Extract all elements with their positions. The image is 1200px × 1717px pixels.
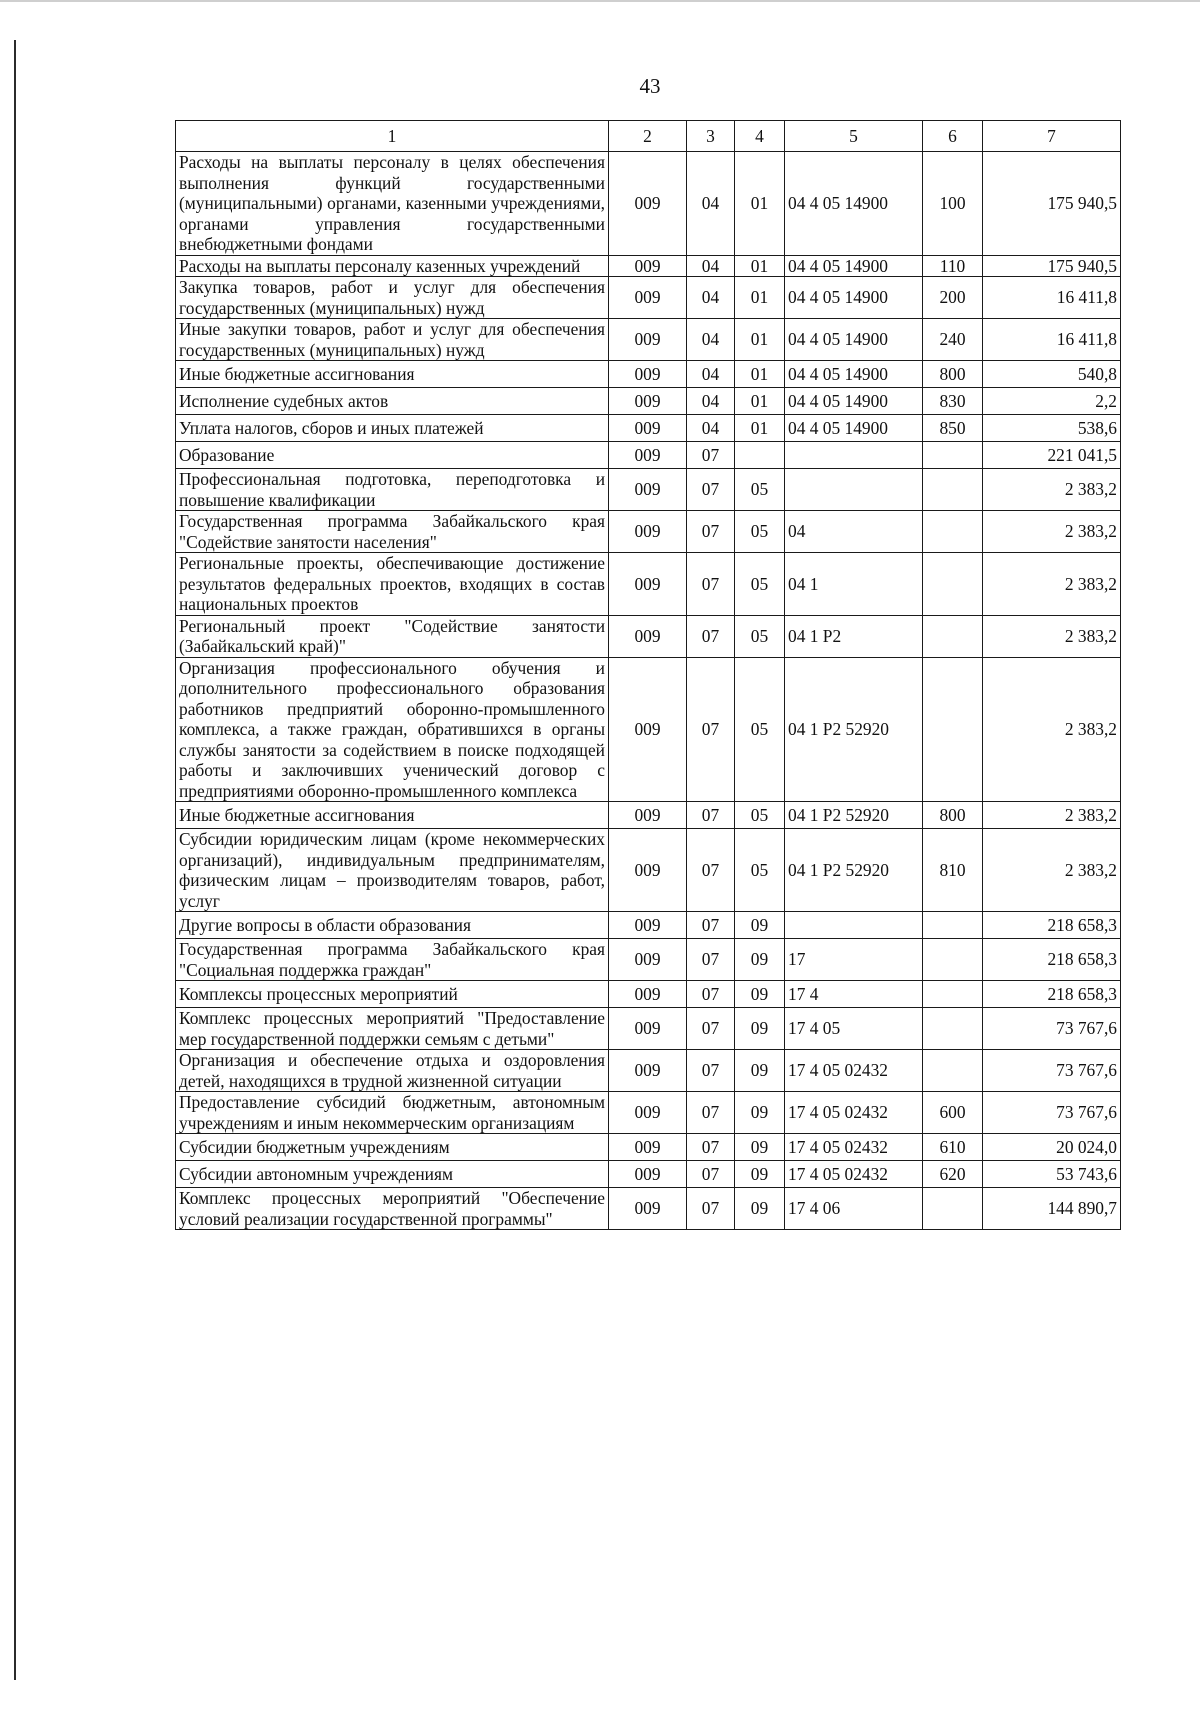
- scan-edge-left: [14, 40, 16, 1680]
- cell-section-code: 07: [687, 553, 735, 616]
- cell-target-article: 17 4 05 02432: [785, 1050, 923, 1092]
- cell-section-code: 07: [687, 511, 735, 553]
- cell-name: Государственная программа Забайкальского края "Социальная поддержка граждан": [176, 939, 609, 981]
- cell-target-article: 04 4 05 14900: [785, 277, 923, 319]
- cell-admin-code: 009: [609, 255, 687, 277]
- table-row: [176, 361, 1121, 388]
- cell-target-article: 17 4 05: [785, 1008, 923, 1050]
- cell-amount: 16 411,8: [983, 319, 1121, 361]
- cell-target-article: 04 1: [785, 553, 923, 616]
- cell-target-article: 04 4 05 14900: [785, 361, 923, 388]
- cell-subsection-code: 09: [735, 939, 785, 981]
- cell-subsection-code: [735, 442, 785, 469]
- cell-amount: 218 658,3: [983, 912, 1121, 939]
- column-header: 3: [687, 121, 735, 152]
- cell-admin-code: 009: [609, 802, 687, 829]
- cell-amount: 2 383,2: [983, 802, 1121, 829]
- cell-amount: 2 383,2: [983, 615, 1121, 657]
- cell-target-article: 17 4 05 02432: [785, 1161, 923, 1188]
- cell-name: Организация и обеспечение отдыха и оздоровления детей, находящихся в трудной жизненной ситуации: [176, 1050, 609, 1092]
- cell-section-code: 07: [687, 1161, 735, 1188]
- cell-target-article: 17: [785, 939, 923, 981]
- cell-admin-code: 009: [609, 1008, 687, 1050]
- cell-expense-type: 800: [923, 802, 983, 829]
- cell-name: Комплексы процессных мероприятий: [176, 981, 609, 1008]
- cell-amount: 16 411,8: [983, 277, 1121, 319]
- cell-expense-type: 800: [923, 361, 983, 388]
- cell-section-code: 07: [687, 657, 735, 802]
- cell-section-code: 07: [687, 829, 735, 912]
- cell-name: Предоставление субсидий бюджетным, автономным учреждениям и иным некоммерческим организациям: [176, 1092, 609, 1134]
- cell-amount: 175 940,5: [983, 255, 1121, 277]
- cell-expense-type: [923, 1188, 983, 1230]
- cell-name: Профессиональная подготовка, переподготовка и повышение квалификации: [176, 469, 609, 511]
- cell-name: Региональные проекты, обеспечивающие достижение результатов федеральных проектов, входящих в состав национальных проектов: [176, 553, 609, 616]
- cell-section-code: 04: [687, 415, 735, 442]
- table-row: [176, 615, 1121, 657]
- cell-expense-type: [923, 469, 983, 511]
- cell-name: Образование: [176, 442, 609, 469]
- cell-expense-type: [923, 1050, 983, 1092]
- cell-target-article: 04 4 05 14900: [785, 255, 923, 277]
- cell-expense-type: 810: [923, 829, 983, 912]
- table-row: [176, 388, 1121, 415]
- cell-target-article: 04 4 05 14900: [785, 388, 923, 415]
- cell-name: Расходы на выплаты персоналу казенных учреждений: [176, 255, 609, 277]
- cell-section-code: 07: [687, 1008, 735, 1050]
- cell-subsection-code: 01: [735, 319, 785, 361]
- column-header: 6: [923, 121, 983, 152]
- cell-name: Комплекс процессных мероприятий "Обеспечение условий реализации государственной программы": [176, 1188, 609, 1230]
- column-header: 7: [983, 121, 1121, 152]
- cell-amount: 73 767,6: [983, 1050, 1121, 1092]
- cell-subsection-code: 01: [735, 415, 785, 442]
- table-row: [176, 1092, 1121, 1134]
- cell-amount: 2 383,2: [983, 657, 1121, 802]
- cell-expense-type: 600: [923, 1092, 983, 1134]
- cell-admin-code: 009: [609, 1134, 687, 1161]
- cell-subsection-code: 01: [735, 152, 785, 256]
- cell-admin-code: 009: [609, 553, 687, 616]
- cell-expense-type: [923, 1008, 983, 1050]
- cell-expense-type: [923, 657, 983, 802]
- cell-expense-type: [923, 981, 983, 1008]
- cell-admin-code: 009: [609, 388, 687, 415]
- cell-expense-type: [923, 442, 983, 469]
- cell-amount: 53 743,6: [983, 1161, 1121, 1188]
- table-row: [176, 802, 1121, 829]
- cell-section-code: 04: [687, 361, 735, 388]
- cell-expense-type: 200: [923, 277, 983, 319]
- cell-target-article: [785, 469, 923, 511]
- scan-edge-top: [0, 0, 1200, 2]
- table-row: [176, 1161, 1121, 1188]
- cell-section-code: 07: [687, 912, 735, 939]
- cell-subsection-code: 09: [735, 1188, 785, 1230]
- cell-amount: 538,6: [983, 415, 1121, 442]
- cell-subsection-code: 09: [735, 981, 785, 1008]
- table-row: [176, 415, 1121, 442]
- cell-target-article: 17 4 05 02432: [785, 1092, 923, 1134]
- table-row: [176, 1050, 1121, 1092]
- cell-name: Расходы на выплаты персоналу в целях обеспечения выполнения функций государственными (муниципальными) органами, казенными учреждениями, органами управления государственными внебюджетными фондами: [176, 152, 609, 256]
- cell-expense-type: [923, 615, 983, 657]
- cell-name: Субсидии автономным учреждениям: [176, 1161, 609, 1188]
- cell-subsection-code: 01: [735, 277, 785, 319]
- cell-expense-type: 110: [923, 255, 983, 277]
- cell-admin-code: 009: [609, 1161, 687, 1188]
- cell-subsection-code: 09: [735, 1134, 785, 1161]
- cell-subsection-code: 05: [735, 553, 785, 616]
- column-header: 1: [176, 121, 609, 152]
- cell-section-code: 07: [687, 981, 735, 1008]
- cell-target-article: 17 4 05 02432: [785, 1134, 923, 1161]
- cell-subsection-code: 09: [735, 1161, 785, 1188]
- table-row: [176, 1134, 1121, 1161]
- cell-target-article: 04 1 P2 52920: [785, 802, 923, 829]
- cell-subsection-code: 09: [735, 1050, 785, 1092]
- cell-name: Иные бюджетные ассигнования: [176, 361, 609, 388]
- cell-target-article: 04 1 P2 52920: [785, 657, 923, 802]
- cell-admin-code: 009: [609, 361, 687, 388]
- cell-name: Исполнение судебных актов: [176, 388, 609, 415]
- cell-amount: 73 767,6: [983, 1092, 1121, 1134]
- table-row: [176, 255, 1121, 277]
- cell-expense-type: [923, 511, 983, 553]
- header-row: [176, 121, 1121, 152]
- cell-target-article: 17 4 06: [785, 1188, 923, 1230]
- cell-target-article: 17 4: [785, 981, 923, 1008]
- table-row: [176, 1008, 1121, 1050]
- cell-section-code: 07: [687, 1050, 735, 1092]
- table-row: [176, 319, 1121, 361]
- table-row: [176, 939, 1121, 981]
- cell-section-code: 07: [687, 469, 735, 511]
- cell-expense-type: 620: [923, 1161, 983, 1188]
- cell-subsection-code: 01: [735, 361, 785, 388]
- cell-amount: 2 383,2: [983, 553, 1121, 616]
- cell-admin-code: 009: [609, 442, 687, 469]
- cell-admin-code: 009: [609, 277, 687, 319]
- cell-amount: 2,2: [983, 388, 1121, 415]
- cell-section-code: 04: [687, 152, 735, 256]
- cell-target-article: [785, 912, 923, 939]
- cell-section-code: 07: [687, 442, 735, 469]
- cell-section-code: 04: [687, 388, 735, 415]
- cell-subsection-code: 09: [735, 1092, 785, 1134]
- cell-admin-code: 009: [609, 152, 687, 256]
- cell-section-code: 04: [687, 277, 735, 319]
- cell-expense-type: [923, 939, 983, 981]
- cell-subsection-code: 05: [735, 511, 785, 553]
- cell-subsection-code: 05: [735, 615, 785, 657]
- cell-admin-code: 009: [609, 615, 687, 657]
- cell-admin-code: 009: [609, 319, 687, 361]
- cell-admin-code: 009: [609, 511, 687, 553]
- page-number: 43: [639, 74, 661, 98]
- cell-name: Иные закупки товаров, работ и услуг для обеспечения государственных (муниципальных) нужд: [176, 319, 609, 361]
- table-row: [176, 829, 1121, 912]
- table-row: [176, 511, 1121, 553]
- table-row: [176, 912, 1121, 939]
- cell-amount: 2 383,2: [983, 511, 1121, 553]
- cell-name: Организация профессионального обучения и дополнительного профессионального образования работников предприятий оборонно-промышленного комплекса, а также граждан, обратившихся в органы службы занятости за содействием в поиске подходящей работы и заключивших ученический договор с предприятиями оборонно-промышленного комплекса: [176, 657, 609, 802]
- cell-subsection-code: 01: [735, 388, 785, 415]
- cell-name: Региональный проект "Содействие занятости (Забайкальский край)": [176, 615, 609, 657]
- cell-section-code: 07: [687, 615, 735, 657]
- column-header: 2: [609, 121, 687, 152]
- cell-admin-code: 009: [609, 939, 687, 981]
- cell-amount: 20 024,0: [983, 1134, 1121, 1161]
- cell-admin-code: 009: [609, 829, 687, 912]
- budget-table: [175, 120, 1121, 1230]
- table-row: [176, 657, 1121, 802]
- cell-section-code: 04: [687, 319, 735, 361]
- cell-name: Уплата налогов, сборов и иных платежей: [176, 415, 609, 442]
- cell-amount: 175 940,5: [983, 152, 1121, 256]
- cell-section-code: 07: [687, 1188, 735, 1230]
- cell-section-code: 04: [687, 255, 735, 277]
- cell-amount: 218 658,3: [983, 939, 1121, 981]
- cell-subsection-code: 09: [735, 912, 785, 939]
- cell-name: Комплекс процессных мероприятий "Предоставление мер государственной поддержки семьям с детьми": [176, 1008, 609, 1050]
- cell-amount: 2 383,2: [983, 469, 1121, 511]
- cell-admin-code: 009: [609, 1092, 687, 1134]
- cell-amount: 2 383,2: [983, 829, 1121, 912]
- cell-expense-type: [923, 912, 983, 939]
- cell-amount: 221 041,5: [983, 442, 1121, 469]
- cell-amount: 73 767,6: [983, 1008, 1121, 1050]
- cell-admin-code: 009: [609, 912, 687, 939]
- cell-name: Субсидии бюджетным учреждениям: [176, 1134, 609, 1161]
- cell-target-article: [785, 442, 923, 469]
- column-header: 4: [735, 121, 785, 152]
- cell-name: Закупка товаров, работ и услуг для обеспечения государственных (муниципальных) нужд: [176, 277, 609, 319]
- cell-target-article: 04 1 P2: [785, 615, 923, 657]
- cell-expense-type: 610: [923, 1134, 983, 1161]
- cell-amount: 144 890,7: [983, 1188, 1121, 1230]
- cell-name: Другие вопросы в области образования: [176, 912, 609, 939]
- cell-target-article: 04 4 05 14900: [785, 152, 923, 256]
- column-header: 5: [785, 121, 923, 152]
- cell-target-article: 04 1 P2 52920: [785, 829, 923, 912]
- cell-admin-code: 009: [609, 657, 687, 802]
- cell-expense-type: 850: [923, 415, 983, 442]
- cell-subsection-code: 05: [735, 469, 785, 511]
- cell-admin-code: 009: [609, 415, 687, 442]
- cell-section-code: 07: [687, 939, 735, 981]
- cell-expense-type: 240: [923, 319, 983, 361]
- table-row: [176, 981, 1121, 1008]
- table-row: [176, 152, 1121, 256]
- cell-amount: 218 658,3: [983, 981, 1121, 1008]
- cell-admin-code: 009: [609, 1050, 687, 1092]
- cell-admin-code: 009: [609, 981, 687, 1008]
- cell-subsection-code: 05: [735, 802, 785, 829]
- cell-target-article: 04: [785, 511, 923, 553]
- cell-section-code: 07: [687, 802, 735, 829]
- table-row: [176, 277, 1121, 319]
- cell-section-code: 07: [687, 1092, 735, 1134]
- cell-name: Государственная программа Забайкальского края "Содействие занятости населения": [176, 511, 609, 553]
- cell-name: Иные бюджетные ассигнования: [176, 802, 609, 829]
- table-row: [176, 1188, 1121, 1230]
- cell-target-article: 04 4 05 14900: [785, 415, 923, 442]
- cell-subsection-code: 05: [735, 829, 785, 912]
- cell-subsection-code: 05: [735, 657, 785, 802]
- cell-subsection-code: 09: [735, 1008, 785, 1050]
- table-row: [176, 553, 1121, 616]
- cell-section-code: 07: [687, 1134, 735, 1161]
- table-row: [176, 469, 1121, 511]
- cell-expense-type: 830: [923, 388, 983, 415]
- cell-target-article: 04 4 05 14900: [785, 319, 923, 361]
- cell-amount: 540,8: [983, 361, 1121, 388]
- cell-admin-code: 009: [609, 469, 687, 511]
- table-body: [176, 152, 1121, 1230]
- cell-subsection-code: 01: [735, 255, 785, 277]
- cell-name: Субсидии юридическим лицам (кроме некоммерческих организаций), индивидуальным предпринимателям, физическим лицам – производителям товаров, работ, услуг: [176, 829, 609, 912]
- cell-expense-type: [923, 553, 983, 616]
- cell-expense-type: 100: [923, 152, 983, 256]
- table-row: [176, 442, 1121, 469]
- cell-admin-code: 009: [609, 1188, 687, 1230]
